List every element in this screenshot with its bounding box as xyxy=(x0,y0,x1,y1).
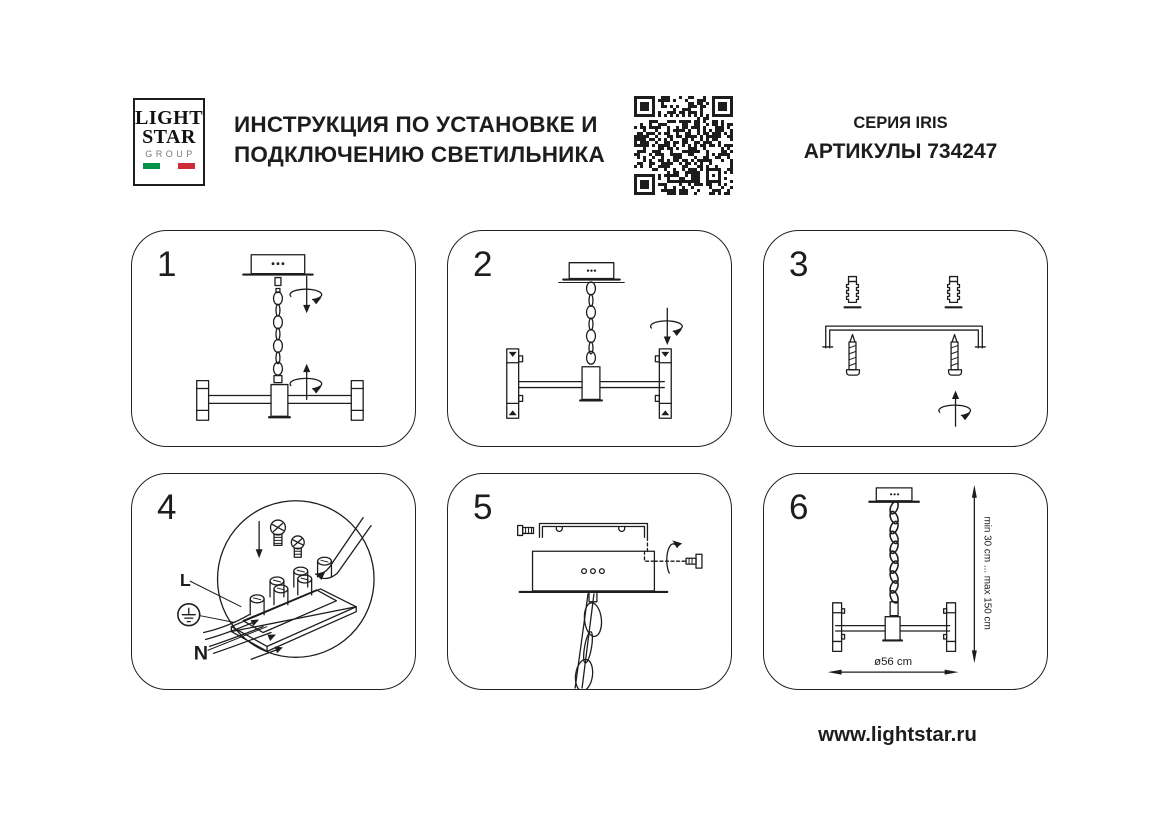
step-number: 1 xyxy=(157,245,177,284)
wall-plug-icon xyxy=(845,277,861,308)
steps-grid xyxy=(131,230,1048,690)
qr-code xyxy=(634,96,733,195)
chandelier-frame xyxy=(197,381,363,421)
step-panel-3 xyxy=(763,230,1048,447)
mounting-bracket xyxy=(823,326,985,348)
logo-light: LIGHT xyxy=(135,107,204,129)
screw-icon xyxy=(686,554,702,568)
chain xyxy=(587,282,596,364)
website-link: www.lightstar.ru xyxy=(818,723,977,746)
chandelier-frame xyxy=(833,603,956,652)
step-panel-4 xyxy=(131,473,416,690)
screw-icon xyxy=(847,335,860,376)
neutral-label: N xyxy=(193,642,209,665)
step-number: 4 xyxy=(157,488,177,527)
terminal-block xyxy=(231,557,356,651)
step-panel-6 xyxy=(763,473,1048,690)
live-label: L xyxy=(179,569,191,590)
chain xyxy=(274,292,283,383)
ground-icon xyxy=(178,604,200,626)
terminal-screws xyxy=(271,520,305,557)
page-title xyxy=(234,110,605,170)
ceiling-canopy xyxy=(520,551,668,592)
step-panel-5 xyxy=(447,473,732,690)
step-panel-2 xyxy=(447,230,732,447)
step-number: 6 xyxy=(789,488,809,527)
article-number: АРТИКУЛЫ 734247 xyxy=(803,140,998,163)
step-number: 3 xyxy=(789,245,809,284)
step-number: 5 xyxy=(473,488,493,527)
chain xyxy=(888,500,899,615)
ceiling-canopy xyxy=(243,255,312,275)
chandelier-frame xyxy=(519,367,665,401)
diameter-label: ø56 cm xyxy=(874,656,913,669)
wall-plug-icon xyxy=(946,277,962,308)
screw-icon xyxy=(949,335,962,376)
mounting-bracket xyxy=(539,524,647,538)
ceiling-canopy xyxy=(869,488,919,502)
rotate-arrow-icon xyxy=(290,277,322,314)
rotate-arrow-icon xyxy=(651,308,683,345)
title-line-1: ИНСТРУКЦИЯ ПО УСТАНОВКЕ И xyxy=(234,112,598,137)
lightstar-logo xyxy=(133,98,205,186)
series-block xyxy=(763,114,1038,164)
mains-cable xyxy=(316,518,371,580)
title-line-2: ПОДКЛЮЧЕНИЮ СВЕТИЛЬНИКА xyxy=(234,142,605,167)
threaded-rod xyxy=(275,278,281,293)
logo-star: STAR xyxy=(142,126,196,148)
height-range-label: min 30 cm ... max 150 cm xyxy=(981,516,993,630)
step-panel-1 xyxy=(131,230,416,447)
logo-group: GROUP xyxy=(145,149,196,159)
diameter-dimension xyxy=(828,656,959,674)
rotate-arrow-icon xyxy=(290,364,322,400)
lamp-tube xyxy=(655,349,671,418)
insert-arrow-icon xyxy=(256,522,263,559)
lamp-tube xyxy=(507,349,523,418)
height-dimension xyxy=(972,485,992,663)
chain xyxy=(574,592,604,689)
screw-icon xyxy=(518,526,534,536)
ceiling-canopy xyxy=(558,263,624,283)
rotate-arrow-icon xyxy=(667,540,682,573)
rotate-arrow-icon xyxy=(939,391,971,427)
italian-flag-icon xyxy=(143,163,195,169)
series-name: СЕРИЯ IRIS xyxy=(853,114,948,132)
step-number: 2 xyxy=(473,245,493,284)
